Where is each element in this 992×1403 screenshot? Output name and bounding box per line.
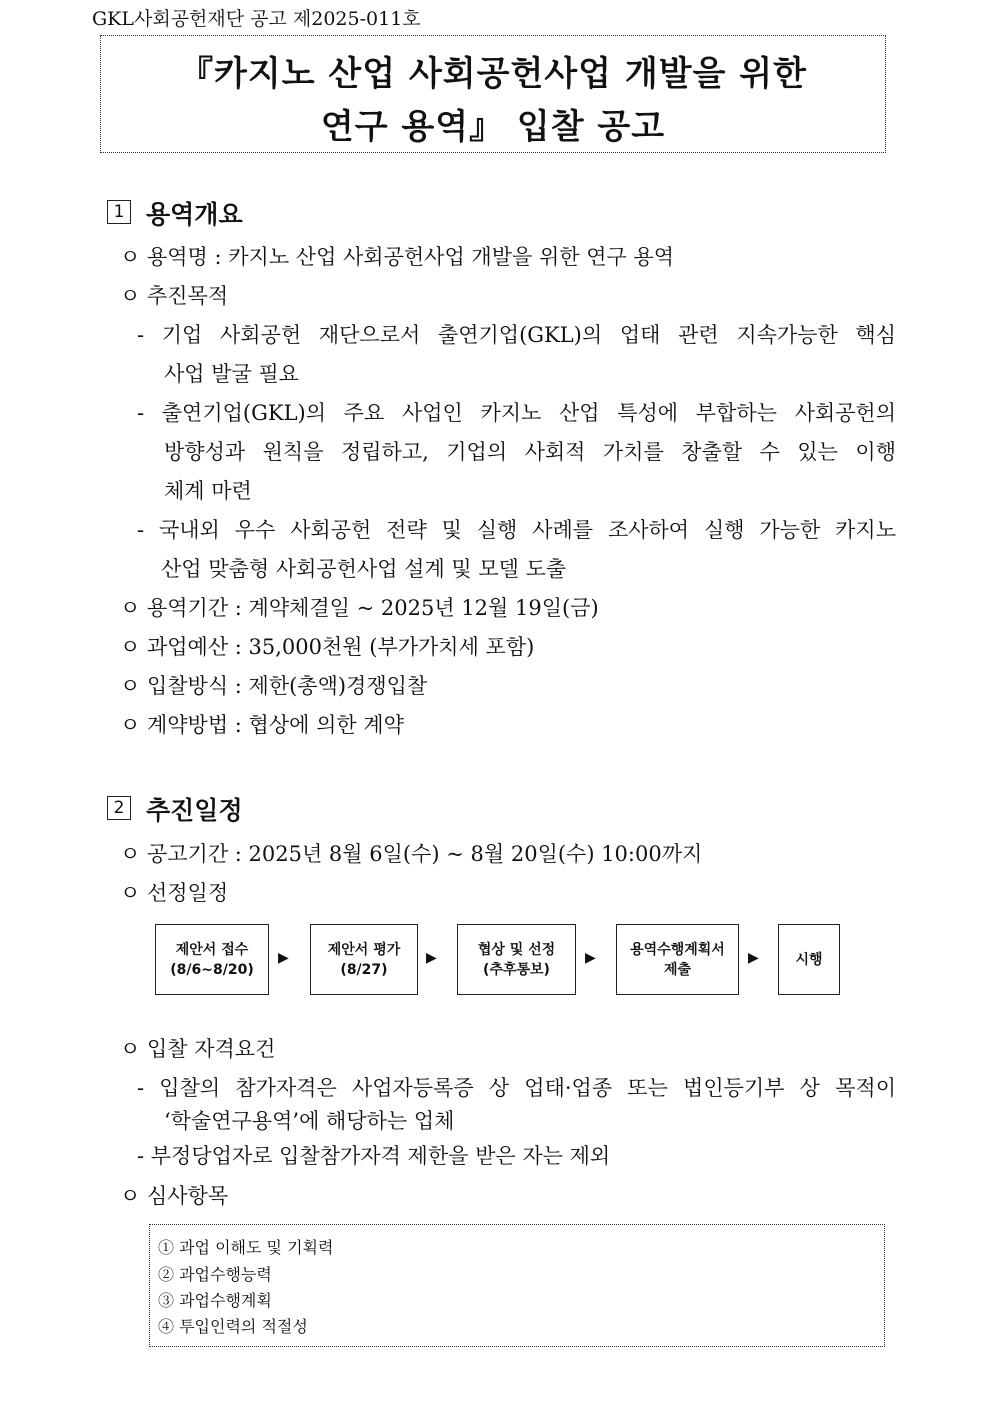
flow-arrow-icon: ▶ <box>585 950 596 966</box>
section-1-number: 1 <box>107 200 131 224</box>
qualification-label: ㅇ 입찰 자격요건 <box>120 1037 276 1061</box>
notice-reference-number: GKL사회공헌재단 공고 제2025-011호 <box>92 8 421 30</box>
flow-step-sublabel: (8/6~8/20) <box>170 961 254 978</box>
purpose-item-2-line-1: - 출연기업(GKL)의 주요 사업인 카지노 산업 특성에 부합하는 사회공헌의 <box>137 401 896 425</box>
evaluation-item: ④ 투입인력의 적절성 <box>158 1317 308 1336</box>
evaluation-item: ③ 과업수행계획 <box>158 1291 272 1310</box>
purpose-item-1-line-1: - 기업 사회공헌 재단으로서 출연기업(GKL)의 업태 관련 지속가능한 핵심 <box>137 323 896 347</box>
title-line-2: 연구 용역』 입찰 공고 <box>320 107 666 147</box>
purpose-item-3-line-2: 산업 맞춤형 사회공헌사업 설계 및 모델 도출 <box>161 557 567 581</box>
evaluation-item: ② 과업수행능력 <box>158 1265 272 1284</box>
flow-arrow-icon: ▶ <box>278 950 289 966</box>
section-2-number: 2 <box>107 796 131 820</box>
purpose-item-1-line-2: 사업 발굴 필요 <box>164 362 300 386</box>
purpose-item-2-line-2: 방향성과 원칙을 정립하고, 기업의 사회적 가치를 창출할 수 있는 이행 <box>164 440 896 464</box>
evaluation-items-box <box>149 1224 885 1347</box>
purpose-item-3-line-1: - 국내외 우수 사회공헌 전략 및 실행 사례를 조사하여 실행 가능한 카지노 <box>137 518 896 542</box>
title-box <box>100 35 886 153</box>
task-budget: ㅇ 과업예산 : 35,000천원 (부가가치세 포함) <box>120 635 535 659</box>
selection-schedule-label: ㅇ 선정일정 <box>120 881 229 905</box>
flow-step-sublabel: 제출 <box>663 961 692 978</box>
evaluation-item: ① 과업 이해도 및 기획력 <box>158 1238 334 1257</box>
section-2-title: 추진일정 <box>146 796 243 825</box>
evaluation-label: ㅇ 심사항목 <box>120 1184 229 1208</box>
flow-step-sublabel: (추후통보) <box>483 961 550 978</box>
section-1-title: 용역개요 <box>146 200 243 229</box>
flow-arrow-icon: ▶ <box>426 950 437 966</box>
service-period: ㅇ 용역기간 : 계약체결일 ~ 2025년 12월 19일(금) <box>120 596 599 620</box>
flow-step-negotiation-selection <box>457 924 576 995</box>
contract-method: ㅇ 계약방법 : 협상에 의한 계약 <box>120 713 404 737</box>
flow-step-label: 시행 <box>795 951 823 968</box>
flow-step-label: 협상 및 선정 <box>477 941 556 958</box>
qualification-item-1-line-1: - 입찰의 참가자격은 사업자등록증 상 업태·업종 또는 법인등기부 상 목적이 <box>137 1076 896 1100</box>
flow-step-proposal-receipt <box>155 924 269 995</box>
title-line-1: 『카지노 산업 사회공헌사업 개발을 위한 <box>179 54 807 94</box>
service-name: ㅇ 용역명 : 카지노 산업 사회공헌사업 개발을 위한 연구 용역 <box>120 245 675 269</box>
flow-step-implementation <box>778 924 840 995</box>
qualification-item-2: - 부정당업자로 입찰참가자격 제한을 받은 자는 제외 <box>137 1144 611 1168</box>
flow-step-label: 용역수행계획서 <box>630 941 725 958</box>
qualification-item-1-line-2: ‘학술연구용역’에 해당하는 업체 <box>164 1109 455 1133</box>
flow-arrow-icon: ▶ <box>748 950 759 966</box>
purpose-label: ㅇ 추진목적 <box>120 284 229 308</box>
notice-period: ㅇ 공고기간 : 2025년 8월 6일(수) ~ 8월 20일(수) 10:00까지 <box>120 842 703 866</box>
flow-step-label: 제안서 평가 <box>327 941 401 958</box>
flow-step-label: 제안서 접수 <box>175 941 249 958</box>
purpose-item-2-line-3: 체계 마련 <box>164 479 252 503</box>
bid-method: ㅇ 입찰방식 : 제한(총액)경쟁입찰 <box>120 674 428 698</box>
flow-step-proposal-evaluation <box>310 924 418 995</box>
flow-step-sublabel: (8/27) <box>340 961 388 978</box>
flow-step-service-plan-submission <box>616 924 739 995</box>
